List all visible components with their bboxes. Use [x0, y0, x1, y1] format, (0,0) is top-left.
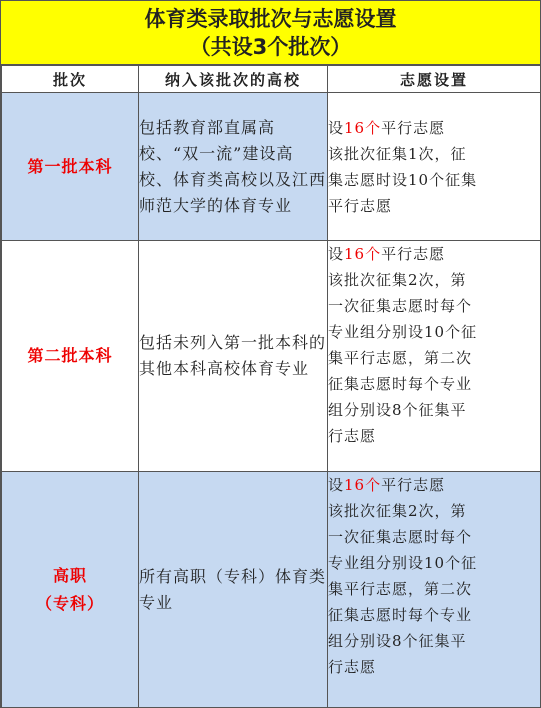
settings-line: 征集志愿时每个专业: [328, 375, 473, 393]
batch-label: 第二批本科: [27, 346, 113, 365]
schools-cell: 包括教育部直属高校、“双一流”建设高校、体育类高校以及江西师范大学的体育专业: [139, 93, 328, 241]
schools-cell: 所有高职（专科）体育类专业: [139, 472, 328, 708]
settings-line: 集平行志愿，第二次: [328, 349, 473, 367]
title-main: 体育类录取批次与志愿设置: [144, 7, 397, 31]
batch-cell: [2, 472, 139, 708]
batch-label: 高职: [52, 565, 87, 585]
parallel-count: 16个: [344, 118, 382, 137]
batch-cell: [2, 241, 139, 472]
settings-line: 专业组分别设10个征: [328, 323, 478, 341]
settings-line: 集平行志愿，第二次: [328, 580, 473, 598]
batch-label: 第一批本科: [27, 156, 113, 176]
settings-first-line: 设16个平行志愿: [328, 245, 446, 263]
settings-line: 该批次征集2次，第: [328, 502, 467, 520]
batch-grid: [1, 65, 541, 708]
parallel-count: 16个: [344, 245, 382, 263]
settings-line: 征集志愿时每个专业: [328, 606, 473, 624]
settings-line: 组分别设8个征集平: [328, 632, 467, 650]
settings-line: 组分别设8个征集平: [328, 401, 467, 419]
batch-label-sub: （专科）: [35, 593, 104, 613]
settings-cell: [328, 241, 541, 472]
settings-first-line: 设16个平行志愿: [328, 476, 446, 494]
settings-line: 平行志愿: [328, 196, 393, 215]
settings-first-line: 设16个平行志愿: [328, 118, 446, 137]
header-settings: 志愿设置: [328, 66, 541, 93]
table-row: [2, 241, 541, 472]
settings-line: 集志愿时设10个征集: [328, 170, 478, 189]
table-row: [2, 472, 541, 708]
settings-cell: [328, 472, 541, 708]
settings-line: 行志愿: [328, 658, 377, 676]
settings-cell: [328, 93, 541, 241]
settings-line: 该批次征集2次，第: [328, 271, 467, 289]
schools-cell: 包括未列入第一批本科的其他本科高校体育专业: [139, 241, 328, 472]
settings-line: 一次征集志愿时每个: [328, 528, 473, 546]
header-row: [2, 66, 541, 93]
parallel-count: 16个: [344, 476, 382, 494]
settings-line: 专业组分别设10个征: [328, 554, 478, 572]
table-row: [2, 93, 541, 241]
settings-line: 行志愿: [328, 427, 377, 445]
settings-line: 该批次征集1次，征: [328, 144, 467, 163]
header-batch: 批次: [2, 66, 139, 93]
settings-line: 一次征集志愿时每个: [328, 297, 473, 315]
table-title: [1, 1, 540, 65]
batch-cell: [2, 93, 139, 241]
title-sub: （共设3个批次）: [189, 35, 352, 59]
header-schools: 纳入该批次的高校: [139, 66, 328, 93]
